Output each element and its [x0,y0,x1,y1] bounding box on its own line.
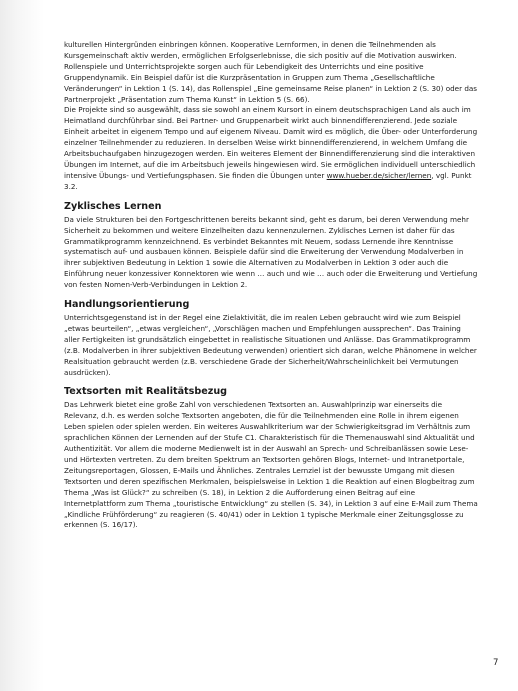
heading-zyklisches-lernen: Zyklisches Lernen [64,200,162,212]
page-number: 7 [493,658,499,668]
heading-textsorten: Textsorten mit Realitätsbezug [64,386,228,398]
page-content [64,40,478,531]
paragraph-handlungsorientierung: Unterrichtsgegenstand ist in der Regel eine Zielaktivität, die im realen Leben gebraucht wird wie zum Beispiel „etwas beurteilen“, „etwas vergleichen“, „Vorschlägen machen und Empfehlungen aussprechen“. Das Training aller Fertigkeiten ist grundsätzlich eingebettet in realistische Situationen und Anlässe. Das Grammatikprogramm (z.B. Modalverben in ihrer subjektiven Bedeutung verwenden) orientiert sich daran, welche Phänomene in welcher Realsituation gebraucht werden (z.B. verschiedene Grade der Sicherheit/Wahrscheinlichkeit bei Vermutungen ausdrücken). [64,313,477,377]
binnen-text-after: , vgl. Punkt 3.2. [64,170,472,191]
hueber-link[interactable]: www.hueber.de/sicher/lernen [326,170,432,180]
intro-paragraph: kulturellen Hintergründen einbringen können. Kooperative Lernformen, in denen die Teilnehmenden als Kursgemeinschaft aktiv werden, ermöglichen Erfolgserlebnisse, die sich positiv auf die Motivation auswirken. Rollenspiele und Unterrichtsprojekte sorgen auch für Lebendigkeit des Unterrichts und eine positive Gruppendynamik. Ein Beispiel dafür ist die Kurzpräsentation in Gruppen zum Thema „Gesellschaftliche Veränderungen“ in Lektion 1 (S. 14), das Rollenspiel „Eine gemeinsame Reise planen“ in Lektion 2 (S. 30) oder das Partnerprojekt „Präsentation zum Thema Kunst“ in Lektion 5 (S. 66). [64,40,478,104]
binnen-text-before: Die Projekte sind so ausgewählt, dass sie sowohl an einem Kursort in einem deutschsprachigen Land als auch im Heimatland durchführbar sind. Bei Partner- und Gruppenarbeit wirkt auch binnendifferenzierend. Jede soziale Einheit arbeitet in eigenem Tempo und auf eigenem Niveau. Damit wird es möglich, die Über- oder Unterforderung einzelner Teilnehmender zu reduzieren. In derselben Weise wirkt binnendifferenzierend, in welchem Umfang die Arbeitsbuchaufgaben hinzugezogen werden. Ein weiteres Element der Binnendifferenzierung sind die interaktiven Übungen im Internet, auf die im Arbeitsbuch jeweils hingewiesen wird. Sie ermöglichen individuell unterschiedlich intensive Übungs- und Vertiefungsphasen. Sie finden die Übungen unter [64,105,478,180]
heading-handlungsorientierung: Handlungsorientierung [64,299,190,311]
binnendifferenzierung-paragraph [64,105,478,192]
paragraph-zyklisches-lernen: Da viele Strukturen bei den Fortgeschrittenen bereits bekannt sind, geht es darum, bei deren Verwendung mehr Sicherheit zu bekommen und weitere Einzelheiten dazu kennenzulernen. Zyklisches Lernen ist daher für das Grammatikprogramm kennzeichnend. Es verbindet Bekanntes mit Neuem, sodass Lernende ihre Kenntnisse systematisch auf- und ausbauen können. Beispiele dafür sind die Erweiterung der Verwendung Modalverben in ihrer subjektiven Bedeutung in Lektion 1 sowie die Alternativen zu Modalverben in Lektion 3 oder auch die Einführung neuer konzessiver Konnektoren wie wenn … auch und wie … auch oder die Erweiterung und Vertiefung von festen Nomen-Verb-Verbindungen in Lektion 2. [64,214,478,290]
paragraph-textsorten: Das Lehrwerk bietet eine große Zahl von verschiedenen Textsorten an. Auswahlprinzip war einerseits die Relevanz, d.h. es werden solche Textsorten angeboten, die für die Teilnehmenden eine Rolle in ihrem eigenen Leben spielen oder spielen werden. Ein weiteres Auswahlkriterium war der Schwierigkeitsgrad im Verhältnis zum sprachlichen Können der Lernenden auf der Stufe C1. Charakteristisch für die Themenauswahl sind Aktualität und Authentizität. Vor allem die moderne Medienwelt ist in der Auswahl an Sprech- und Schreibanlässen sowie Lese- und Hörtexten vertreten. Zu dem breiten Spektrum an Textsorten gehören Blogs, Internet- und Intranetportale, Zeitungsreportagen, Glossen, E-Mails und Ähnliches. Zentrales Lernziel ist der bewusste Umgang mit diesen Textsorten und deren spezifischen Merkmalen, beispielsweise in Lektion 1 die Reaktion auf einen Blogbeitrag zum Thema „Was ist Glück?“ zu schreiben (S. 18), in Lektion 2 die Aufforderung einen Beitrag auf eine Internetplattform zum Thema „touristische Entwicklung“ zu stellen (S. 34), in Lektion 3 auf eine E-Mail zum Thema „Kindliche Frühförderung“ zu reagieren (S. 40/41) oder in Lektion 1 typische Merkmale einer Zeitungsglosse zu erkennen (S. 16/17). [64,400,478,530]
